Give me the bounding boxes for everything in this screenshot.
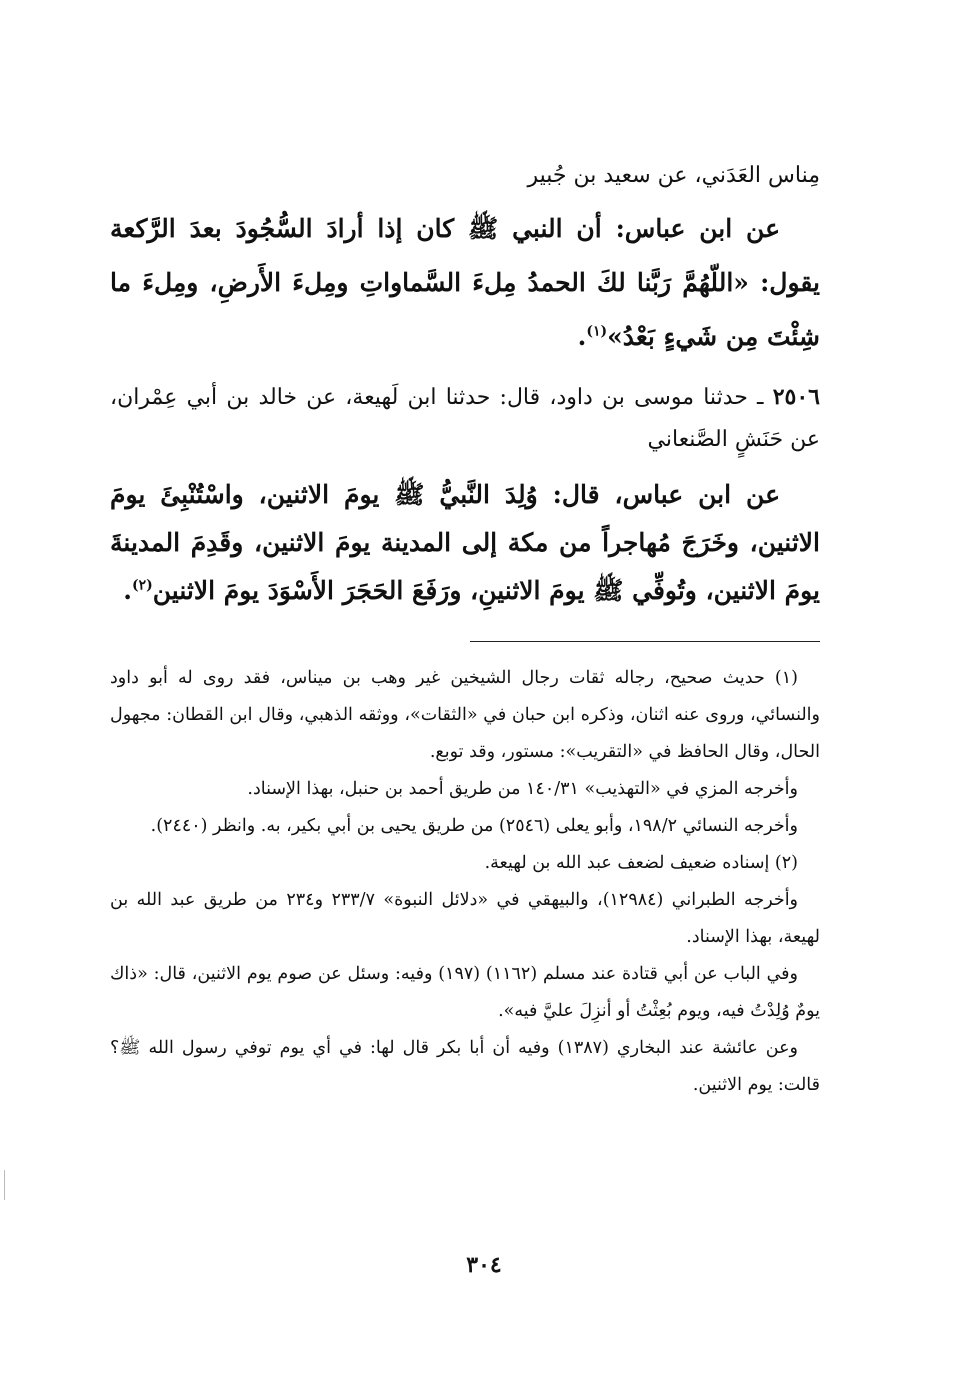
footnote-divider [470, 641, 820, 642]
hadith-2506-isnad [110, 376, 820, 461]
hadith-2505-end: . [577, 322, 587, 351]
hadith-2505-body: عن ابن عباس: أن النبي ﷺ كان إذا أرادَ السُّجُودَ بعدَ الرَّكعة يقول: «اللّهُمَّ رَبَّنا لكَ الحمدُ مِلءَ السَّماواتِ ومِلءَ الأَرضِ، ومِلءَ ما شِئْتَ مِن شَيءٍ بَعْدُ» [110, 214, 820, 351]
hadith-2505-text [110, 202, 820, 364]
hadith-2506-end: . [123, 576, 132, 605]
footnote-2: (٢) إسناده ضعيف لضعف عبد الله بن لهيعة. [484, 853, 798, 873]
footnote-2-abu-qatada: وفي الباب عن أبي قتادة عند مسلم (١١٦٢) (١٩٧) وفيه: وسئل عن صوم يوم الاثنين، قال: «ذاك يومٌ وُلِدْتُ فيه، ويوم بُعِثْتُ أو أنزِلَ عليَّ فيه». [110, 964, 820, 1021]
hadith-2506-body: عن ابن عباس، قال: وُلِدَ النَّبيُّ ﷺ يومَ الاثنين، واسْتُنْبِئَ يومَ الاثنين، وخَرَجَ مُهاجراً من مكة إلى المدينة يومَ الاثنين، وقَدِمَ المدينةَ يومَ الاثنين، وتُوفِّي ﷺ يومَ الاثنينِ، ورَفَعَ الحَجَرَ الأَسْوَدَ يومَ الاثنين [110, 480, 820, 605]
footnote-1-tahdhib: وأخرجه المزي في «التهذيب» ١٤٠/٣١ من طريق أحمد بن حنبل، بهذا الإسناد. [247, 779, 798, 799]
scan-edge-mark [4, 1170, 5, 1200]
hadith-number: ٢٥٠٦ [772, 384, 820, 410]
footnote-ref-1[interactable]: (١) [586, 323, 608, 340]
hadith-2506-text [110, 471, 820, 615]
page-number: ٣٠٤ [466, 1252, 502, 1278]
page-body [110, 158, 820, 1104]
footnote-ref-2[interactable]: (٢) [131, 577, 153, 594]
footnote-2-tabarani: وأخرجه الطبراني (١٢٩٨٤)، والبيهقي في «دلائل النبوة» ٢٣٣/٧ و٢٣٤ من طريق عبد الله بن لهيعة، بهذا الإسناد. [110, 890, 820, 947]
hadith-2506-chain: ـ حدثنا موسى بن داود، قال: حدثنا ابن لَهيعة، عن خالد بن أبي عِمْران، عن حَنَشٍ الصَّنعاني [110, 385, 820, 452]
footnotes [110, 660, 820, 1104]
footnote-2-aisha: وعن عائشة عند البخاري (١٣٨٧) وفيه أن أبا بكر قال لها: في أي يوم توفي رسول الله ﷺ؟ قالت: يوم الاثنين. [110, 1038, 820, 1095]
footnote-1-nasai: وأخرجه النسائي ١٩٨/٢، وأبو يعلى (٢٥٤٦) من طريق يحيى بن أبي بكير، به. وانظر (٢٤٤٠). [150, 816, 798, 836]
footnote-1: (١) حديث صحيح، رجاله ثقات رجال الشيخين غير وهب بن ميناس، فقد روى له أبو داود والنسائي، وروى عنه اثنان، وذكره ابن حبان في «الثقات»، ووثقه الذهبي، وقال ابن القطان: مجهول الحال، وقال الحافظ في «التقريب»: مستور، وقد توبع. [110, 668, 820, 762]
isnad-continuation: مِناس العَدَني، عن سعيد بن جُبير [527, 163, 820, 188]
